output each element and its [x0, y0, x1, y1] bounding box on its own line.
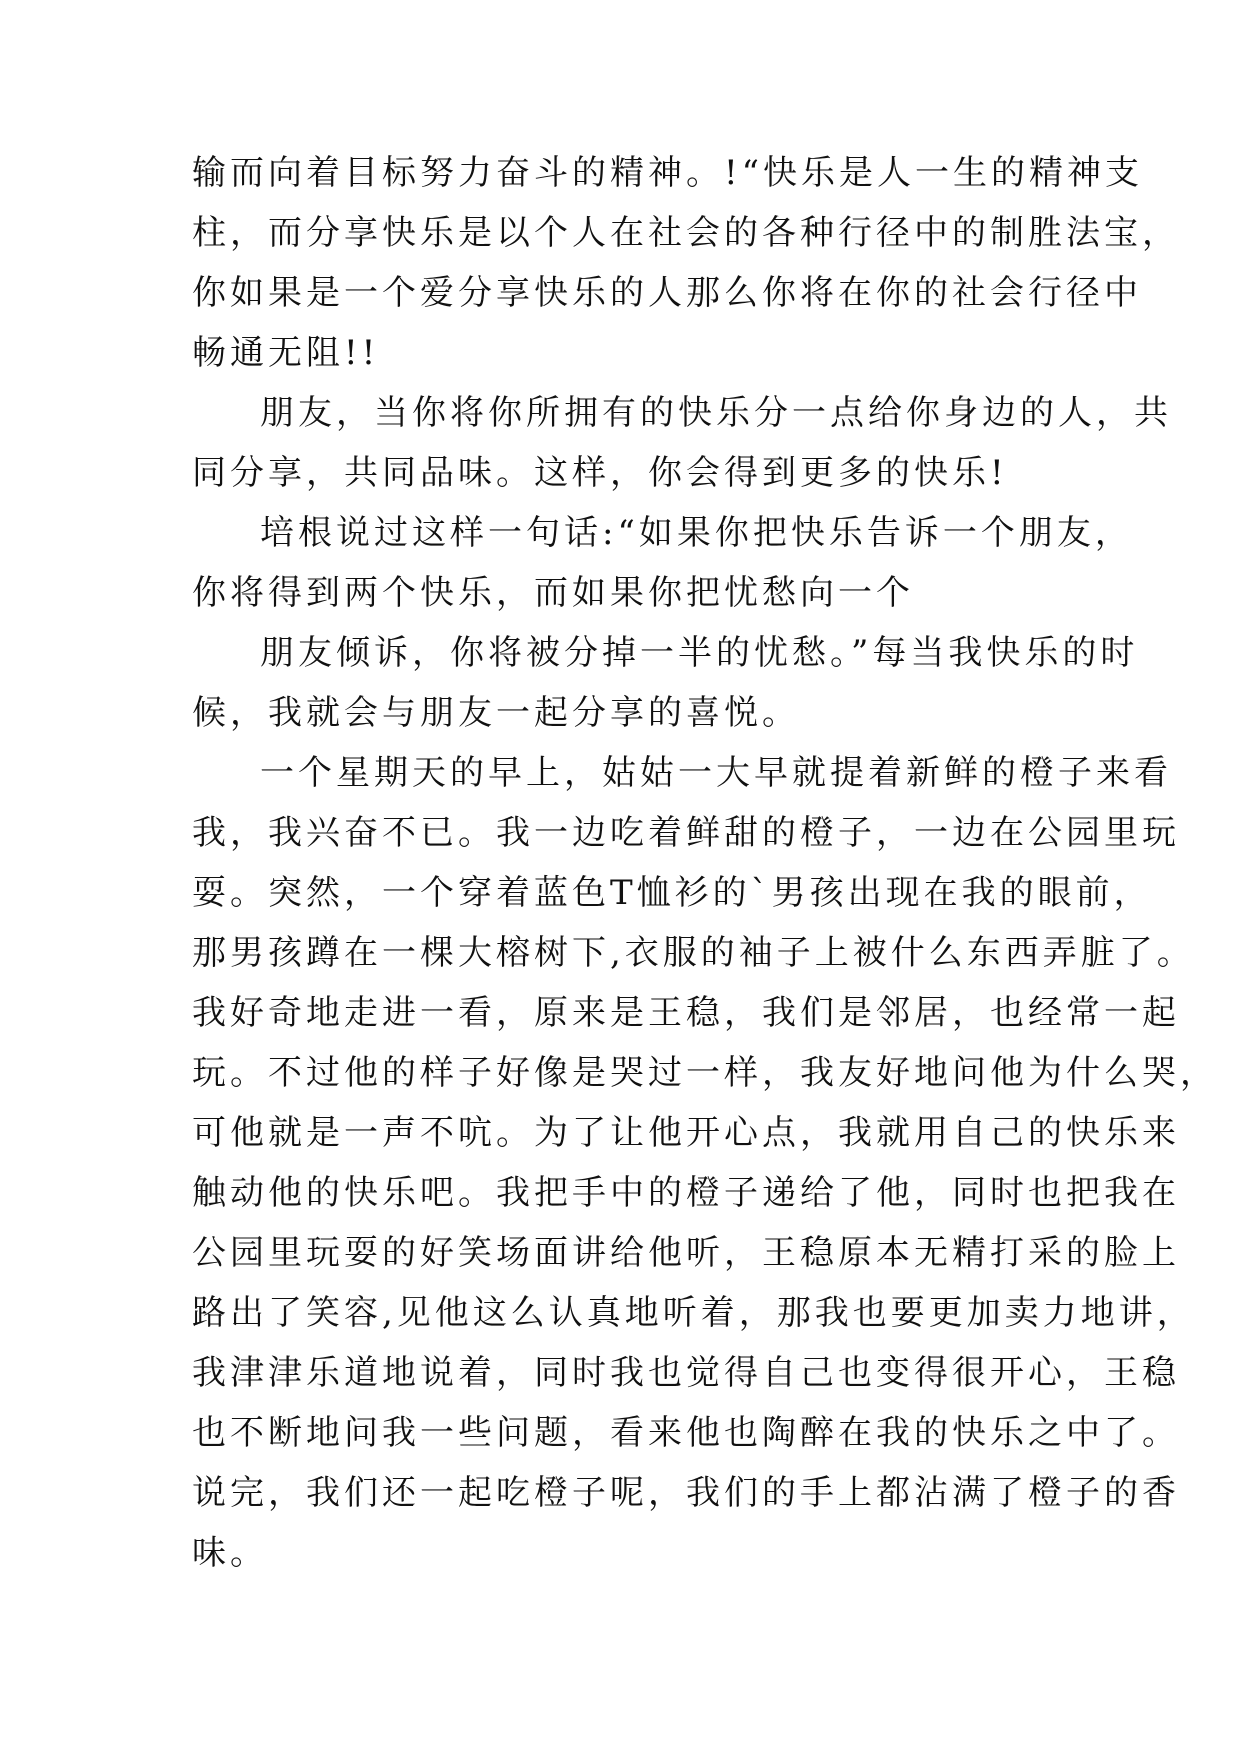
text-line: 你将得到两个快乐，而如果你把忧愁向一个: [192, 573, 914, 613]
text-line: 路出了笑容,见他这么认真地听着，那我也要更加卖力地讲，: [192, 1293, 1195, 1333]
text-line: 我好奇地走进一看，原来是王稳，我们是邻居，也经常一起: [192, 993, 1180, 1033]
text-line: 候，我就会与朋友一起分享的喜悦。: [192, 693, 800, 733]
text-line: 输而向着目标努力奋斗的精神。!“快乐是人一生的精神支: [192, 153, 1144, 193]
paragraph-start-line: 朋友，当你将你所拥有的快乐分一点给你身边的人，共: [260, 393, 1172, 433]
paragraph-start-line: 朋友倾诉，你将被分掉一半的忧愁。”每当我快乐的时: [260, 633, 1139, 673]
text-line: 你如果是一个爱分享快乐的人那么你将在你的社会行径中: [192, 273, 1142, 313]
text-line: 那男孩蹲在一棵大榕树下,衣服的袖子上被什么东西弄脏了。: [192, 933, 1195, 973]
text-line: 柱，而分享快乐是以个人在社会的各种行径中的制胜法宝，: [192, 213, 1180, 253]
text-line: 说完，我们还一起吃橙子呢，我们的手上都沾满了橙子的香: [192, 1473, 1180, 1513]
text-line: 玩。不过他的样子好像是哭过一样，我友好地问他为什么哭，: [192, 1053, 1218, 1093]
text-line: 可他就是一声不吭。为了让他开心点，我就用自己的快乐来: [192, 1113, 1180, 1153]
text-line: 也不断地问我一些问题，看来他也陶醉在我的快乐之中了。: [192, 1413, 1180, 1453]
essay-body: [192, 143, 1218, 1583]
text-line: 公园里玩耍的好笑场面讲给他听，王稳原本无精打采的脸上: [192, 1233, 1180, 1273]
text-line: 我津津乐道地说着，同时我也觉得自己也变得很开心，王稳: [192, 1353, 1180, 1393]
text-line: 我，我兴奋不已。我一边吃着鲜甜的橙子，一边在公园里玩: [192, 813, 1180, 853]
text-line: 同分享，共同品味。这样，你会得到更多的快乐!: [192, 453, 1008, 493]
text-line: 触动他的快乐吧。我把手中的橙子递给了他，同时也把我在: [192, 1173, 1180, 1213]
text-line: 味。: [192, 1533, 268, 1573]
paragraph-start-line: 培根说过这样一句话:“如果你把快乐告诉一个朋友，: [260, 513, 1133, 553]
text-line: 耍。突然，一个穿着蓝色T恤衫的`男孩出现在我的眼前，: [192, 873, 1152, 913]
paragraph-start-line: 一个星期天的早上，姑姑一大早就提着新鲜的橙子来看: [260, 753, 1172, 793]
text-line: 畅通无阻!!: [192, 333, 380, 373]
